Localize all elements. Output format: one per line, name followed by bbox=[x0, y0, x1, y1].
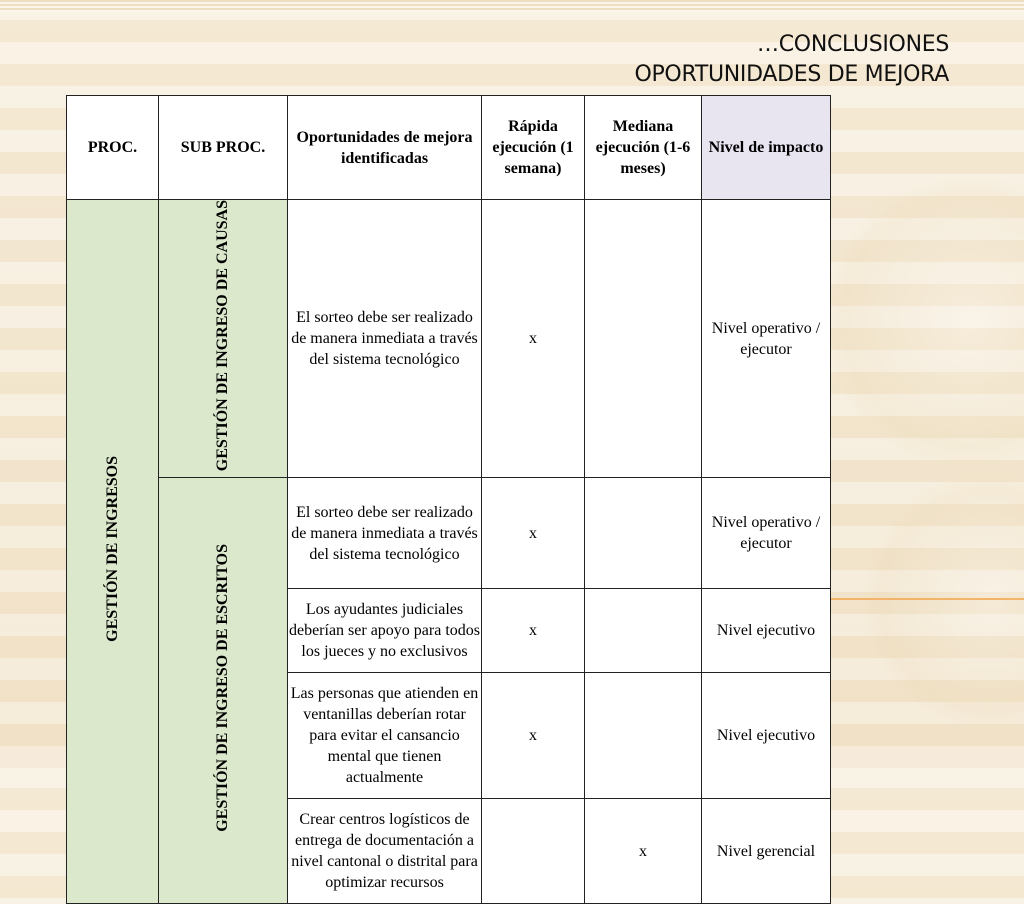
oportunidad-cell: Las personas que atienden en ventanillas deberían rotar para evitar el cansancio mental que tienen actualmente bbox=[288, 673, 482, 799]
header-nivel: Nivel de impacto bbox=[702, 96, 831, 200]
proc-cell bbox=[67, 200, 159, 904]
header-oportunidades: Oportunidades de mejora identificadas bbox=[288, 96, 482, 200]
oportunidad-cell: El sorteo debe ser realizado de manera inmediata a través del sistema tecnológico bbox=[288, 478, 482, 589]
oportunidad-cell: Los ayudantes judiciales deberían ser apoyo para todos los jueces y no exclusivos bbox=[288, 589, 482, 673]
mediana-cell bbox=[585, 200, 702, 478]
header-rapida: Rápida ejecución (1 semana) bbox=[482, 96, 585, 200]
title-line-1: …CONCLUSIONES bbox=[757, 32, 949, 57]
opportunities-table bbox=[66, 95, 831, 904]
mediana-cell bbox=[585, 673, 702, 799]
nivel-cell: Nivel operativo / ejecutor bbox=[702, 200, 831, 478]
rapida-cell: x bbox=[482, 673, 585, 799]
background-circle bbox=[820, 170, 1024, 470]
nivel-cell: Nivel ejecutivo bbox=[702, 589, 831, 673]
subproc-escritos-label: GESTIÓN DE INGRESO DE ESCRITOS bbox=[214, 543, 231, 832]
rapida-cell: x bbox=[482, 478, 585, 589]
subproc-causas-label: GESTIÓN DE INGRESO DE CAUSAS bbox=[214, 200, 231, 472]
header-subproc: SUB PROC. bbox=[159, 96, 288, 200]
table-row bbox=[67, 478, 831, 589]
subproc-escritos-cell bbox=[159, 478, 288, 904]
nivel-cell: Nivel operativo / ejecutor bbox=[702, 478, 831, 589]
rapida-cell bbox=[482, 799, 585, 904]
title-line-2: OPORTUNIDADES DE MEJORA bbox=[634, 62, 949, 87]
rapida-cell: x bbox=[482, 589, 585, 673]
mediana-cell bbox=[585, 478, 702, 589]
header-proc: PROC. bbox=[67, 96, 159, 200]
header-mediana: Mediana ejecución (1-6 meses) bbox=[585, 96, 702, 200]
table-header-row bbox=[67, 96, 831, 200]
background-circle bbox=[860, 470, 1024, 730]
table-row bbox=[67, 200, 831, 478]
subproc-causas-cell bbox=[159, 200, 288, 478]
proc-label: GESTIÓN DE INGRESOS bbox=[103, 455, 121, 642]
oportunidad-cell: Crear centros logísticos de entrega de documentación a nivel cantonal o distrital para optimizar recursos bbox=[288, 799, 482, 904]
oportunidad-cell: El sorteo debe ser realizado de manera inmediata a través del sistema tecnológico bbox=[288, 200, 482, 478]
top-stripe bbox=[0, 0, 1024, 12]
mediana-cell: x bbox=[585, 799, 702, 904]
nivel-cell: Nivel gerencial bbox=[702, 799, 831, 904]
nivel-cell: Nivel ejecutivo bbox=[702, 673, 831, 799]
rapida-cell: x bbox=[482, 200, 585, 478]
mediana-cell bbox=[585, 589, 702, 673]
slide-title bbox=[634, 30, 949, 90]
